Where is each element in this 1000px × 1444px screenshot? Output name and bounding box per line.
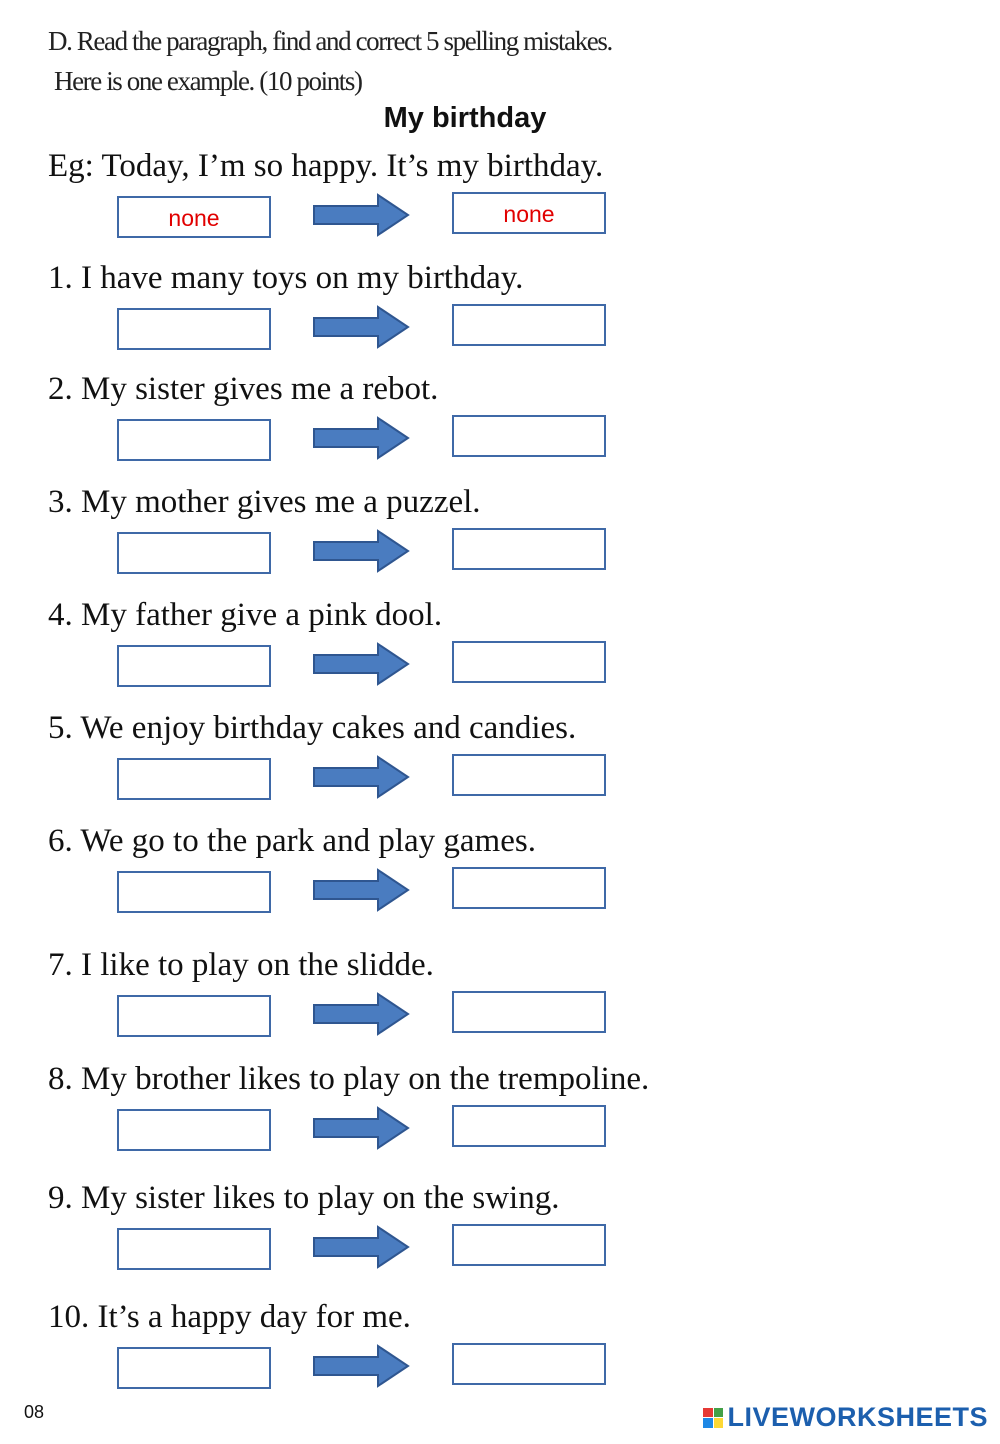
right-arrow-icon bbox=[312, 868, 410, 912]
liveworksheets-logo-icon bbox=[703, 1408, 723, 1428]
instruction-line-1: D. Read the paragraph, find and correct 5 spelling mistakes. bbox=[48, 26, 612, 56]
correction-answer-box[interactable] bbox=[452, 304, 606, 346]
mistake-answer-box[interactable] bbox=[117, 871, 271, 913]
exercise-row bbox=[0, 597, 1000, 707]
sentence-text: Eg: Today, I’m so happy. It’s my birthday. bbox=[48, 148, 604, 184]
correction-answer-box[interactable] bbox=[452, 641, 606, 683]
sentence-text: 7. I like to play on the slidde. bbox=[48, 947, 434, 983]
correction-answer-box[interactable] bbox=[452, 1105, 606, 1147]
mistake-answer-box[interactable] bbox=[117, 1347, 271, 1389]
right-arrow-icon bbox=[312, 529, 410, 573]
exercise-row bbox=[0, 371, 1000, 481]
correction-answer-box[interactable] bbox=[452, 1343, 606, 1385]
right-arrow-icon bbox=[312, 992, 410, 1036]
right-arrow-icon bbox=[312, 193, 410, 237]
exercise-row bbox=[0, 260, 1000, 370]
page-number: 08 bbox=[24, 1402, 45, 1422]
exercise-row bbox=[0, 1299, 1000, 1409]
sentence-text: 8. My brother likes to play on the trempoline. bbox=[48, 1061, 650, 1097]
mistake-answer-box[interactable] bbox=[117, 419, 271, 461]
right-arrow-icon bbox=[312, 1225, 410, 1269]
right-arrow-icon bbox=[312, 1344, 410, 1388]
correction-answer-box[interactable] bbox=[452, 415, 606, 457]
mistake-answer-box[interactable] bbox=[117, 1228, 271, 1270]
exercise-row bbox=[0, 823, 1000, 933]
exercise-row bbox=[0, 484, 1000, 594]
mistake-answer-box[interactable] bbox=[117, 758, 271, 800]
mistake-answer-box[interactable] bbox=[117, 1109, 271, 1151]
exercise-row bbox=[0, 947, 1000, 1057]
example-correction-box: none bbox=[452, 192, 606, 234]
sentence-text: 3. My mother gives me a puzzel. bbox=[48, 484, 481, 520]
exercise-row bbox=[0, 710, 1000, 820]
sentence-text: 5. We enjoy birthday cakes and candies. bbox=[48, 710, 577, 746]
sentence-text: 2. My sister gives me a rebot. bbox=[48, 371, 439, 407]
right-arrow-icon bbox=[312, 1106, 410, 1150]
mistake-answer-box[interactable] bbox=[117, 995, 271, 1037]
exercise-row bbox=[0, 1180, 1000, 1290]
sentence-text: 10. It’s a happy day for me. bbox=[48, 1299, 411, 1335]
mistake-answer-box[interactable] bbox=[117, 308, 271, 350]
correction-answer-box[interactable] bbox=[452, 528, 606, 570]
worksheet-title: My birthday bbox=[383, 102, 547, 134]
mistake-answer-box[interactable] bbox=[117, 532, 271, 574]
liveworksheets-logo bbox=[703, 1402, 988, 1433]
right-arrow-icon bbox=[312, 416, 410, 460]
sentence-text: 9. My sister likes to play on the swing. bbox=[48, 1180, 560, 1216]
exercise-row bbox=[0, 1061, 1000, 1171]
mistake-answer-box[interactable] bbox=[117, 645, 271, 687]
sentence-text: 4. My father give a pink dool. bbox=[48, 597, 443, 633]
instruction-line-2: Here is one example. (10 points) bbox=[54, 66, 362, 96]
right-arrow-icon bbox=[312, 642, 410, 686]
right-arrow-icon bbox=[312, 755, 410, 799]
sentence-text: 6. We go to the park and play games. bbox=[48, 823, 536, 859]
correction-answer-box[interactable] bbox=[452, 867, 606, 909]
sentence-text: 1. I have many toys on my birthday. bbox=[48, 260, 524, 296]
correction-answer-box[interactable] bbox=[452, 991, 606, 1033]
correction-answer-box[interactable] bbox=[452, 1224, 606, 1266]
example-mistake-box: none bbox=[117, 196, 271, 238]
liveworksheets-brand-text: LIVEWORKSHEETS bbox=[727, 1402, 988, 1432]
example-row bbox=[0, 148, 1000, 258]
correction-answer-box[interactable] bbox=[452, 754, 606, 796]
right-arrow-icon bbox=[312, 305, 410, 349]
